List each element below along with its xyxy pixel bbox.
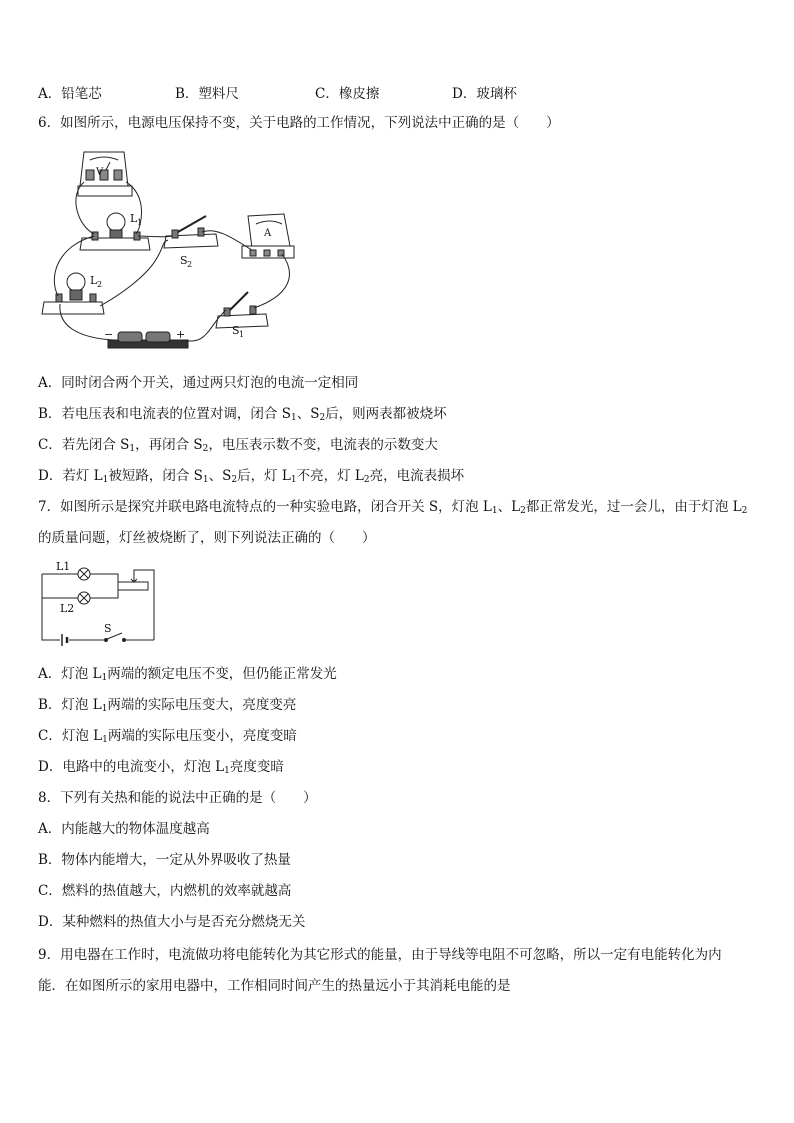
q5-option-a: A．铅笔芯 [38,86,102,102]
lamp2-bulb-icon [67,273,85,291]
q5-option-b: B．塑料尺 [175,86,239,102]
q5-option-d: D．玻璃杯 [452,86,517,102]
lamp2-base [42,302,104,314]
q8-option-d: D．某种燃料的热值大小与是否充分燃烧无关 [38,914,306,930]
lamp1-label-sub: 1 [137,218,143,227]
switch2-label: S [180,254,188,267]
q7-figure-l1-label: L1 [56,560,71,573]
q8-option-b: B．物体内能增大，一定从外界吸收了热量 [38,852,291,868]
q7-circuit-figure [38,560,162,650]
q7-option-b: B．灯泡 $L_1$两端的实际电压变大，亮度变亮 [38,697,297,714]
lamp2-label: L [90,274,98,287]
q5-options [38,82,758,100]
q6-option-c: C．若先闭合 $S_1$，再闭合 $S_2$，电压表示数不变，电流表的示数变大 [38,437,438,454]
q6-option-b: B．若电压表和电流表的位置对调，闭合 $S_1$、$S_2$后，则两表都被烧坏 [38,406,447,423]
battery-minus-label: − [104,328,114,341]
switch1-label: S [232,324,240,337]
q7-stem-line2: 的质量问题，灯丝被烧断了，则下列说法正确的（ ） [38,530,376,546]
lamp2-label-sub: 2 [97,280,103,289]
q8-option-c: C．燃料的热值越大，内燃机的效率就越高 [38,883,292,899]
q7-figure-s-label: S [104,622,112,635]
q8-stem: 8．下列有关热和能的说法中正确的是（ ） [38,790,317,806]
q6-stem: 6．如图所示，电源电压保持不变，关于电路的工作情况，下列说法中正确的是（ ） [38,115,560,131]
q9-stem-line2: 能．在如图所示的家用电器中，工作相同时间产生的热量远小于其消耗电能的是 [38,978,511,994]
switch1-label-sub: 1 [239,330,245,339]
ammeter-label: A [264,228,272,239]
switch2-label-sub: 2 [187,260,193,269]
voltmeter-label: V [96,167,104,178]
lamp1-label: L [130,212,138,225]
q8-option-a: A．内能越大的物体温度越高 [38,821,210,837]
q7-stem-line1: 7．如图所示是探究并联电路电流特点的一种实验电路，闭合开关 S，灯泡 $L_1$、$L_2$都正常发光，过一会儿，由于灯泡 $L_2$ [38,499,748,516]
battery-plus-label: + [176,328,186,341]
q6-circuit-figure [38,146,308,356]
q7-option-a: A．灯泡 $L_1$两端的额定电压不变，但仍能正常发光 [38,666,337,683]
q7-option-d: D．电路中的电流变小，灯泡 $L_1$亮度变暗 [38,759,284,776]
q7-option-c: C．灯泡 $L_1$两端的实际电压变小，亮度变暗 [38,728,297,745]
rheostat-icon [118,582,148,590]
q9-stem-line1: 9．用电器在工作时，电流做功将电能转化为其它形式的能量，由于导线等电阻不可忽略，所以一定有电能转化为内 [38,947,722,963]
q5-option-c: C．橡皮擦 [315,86,380,102]
q7-figure-l2-label: L2 [60,602,75,615]
lamp1-bulb-icon [107,213,125,231]
q6-option-a: A．同时闭合两个开关，通过两只灯泡的电流一定相同 [38,375,359,391]
q6-option-d: D．若灯 $L_1$被短路，闭合 $S_1$、$S_2$后，灯 $L_1$不亮，灯 $L_2$亮，电流表损坏 [38,468,465,485]
voltmeter-base [78,186,132,196]
